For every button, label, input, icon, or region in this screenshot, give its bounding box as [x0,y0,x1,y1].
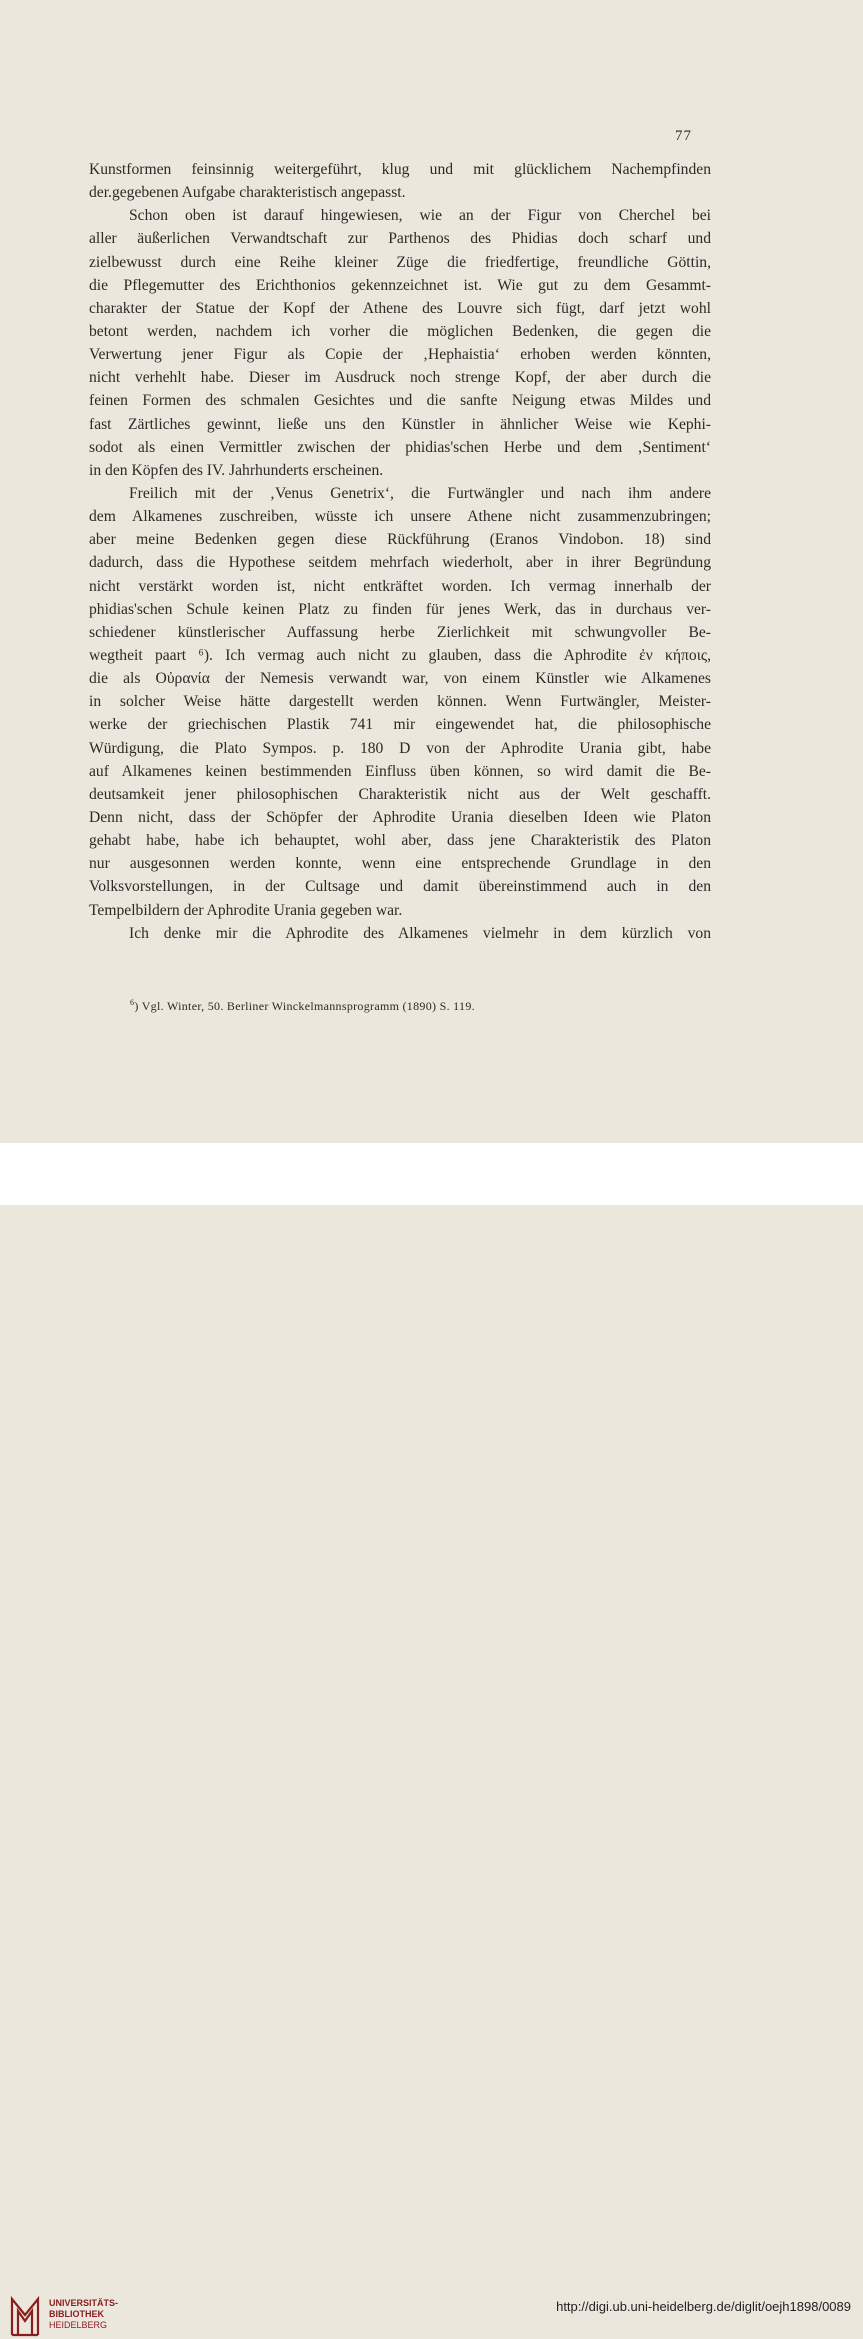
text-line: Schon oben ist darauf hingewiesen, wie an der Figur von Cherchel bei [129,207,711,225]
text-line: sodot als einen Vermittler zwischen der phidias'schen Herbe und dem ‚Sentiment‘ [89,438,711,456]
text-line: Freilich mit der ‚Venus Genetrix‘, die Furtwängler und nach ihm andere [129,484,711,502]
library-name [49,2298,118,2331]
text-line: charakter der Statue der Kopf der Athene des Louvre sich fügt, darf jetzt wohl [89,299,711,317]
library-name-line: BIBLIOTHEK [49,2309,104,2319]
text-line: dadurch, dass die Hypothese seitdem mehrfach wiederholt, aber in ihrer Begründung [89,554,711,572]
text-line: die als Οὐρανία der Nemesis verwandt war, von einem Künstler wie Alkamenes [89,670,711,688]
text-line: fast Zärtliches gewinnt, ließe uns den Künstler in ähnlicher Weise wie Kephi- [89,415,711,433]
text-line: aber meine Bedenken gegen diese Rückführung (Eranos Vindobon. 18) sind [89,531,711,549]
text-line: gehabt habe, habe ich behauptet, wohl aber, dass jene Charakteristik des Platon [89,832,711,850]
body-text [89,158,711,945]
text-line: Würdigung, die Plato Sympos. p. 180 D von der Aphrodite Urania gibt, habe [89,739,711,757]
text-line: feinen Formen des schmalen Gesichtes und die sanfte Neigung etwas Mildes und [89,392,711,410]
text-line: Volksvorstellungen, in der Cultsage und damit übereinstimmend auch in den [89,878,711,896]
text-line: der.gegebenen Aufgabe charakteristisch angepasst. [89,184,406,202]
footnote-text: ) Vgl. Winter, 50. Berliner Winckelmannsprogramm (1890) S. 119. [134,999,475,1013]
text-line: phidias'schen Schule keinen Platz zu finden für jenes Werk, das in durchaus ver- [89,600,711,618]
text-line: auf Alkamenes keinen bestimmenden Einfluss üben können, so wird damit die Be- [89,762,711,780]
text-line: aller äußerlichen Verwandtschaft zur Parthenos des Phidias doch scharf und [89,230,711,248]
text-line: nicht verstärkt worden ist, nicht entkräftet worden. Ich vermag innerhalb der [89,577,711,595]
text-line: schiedener künstlerischer Auffassung herbe Zierlichkeit mit schwungvoller Be- [89,623,711,641]
text-line: in den Köpfen des IV. Jahrhunderts erscheinen. [89,461,384,479]
page-number: 77 [675,128,692,144]
text-line: Kunstformen feinsinnig weitergeführt, klug und mit glücklichem Nachempfinden [89,161,711,178]
text-line: Tempelbildern der Aphrodite Urania gegeben war. [89,901,403,919]
university-logo-icon[interactable] [9,2295,41,2339]
text-line: Denn nicht, dass der Schöpfer der Aphrodite Urania dieselben Ideen wie Platon [89,808,711,826]
document-page [0,0,863,1143]
footnote-marker: 6 [130,998,135,1007]
text-line: betont werden, nachdem ich vorher die möglichen Bedenken, die gegen die [89,322,711,340]
text-line: deutsamkeit jener philosophischen Charakteristik nicht aus der Welt geschafft. [89,785,711,803]
source-url-link[interactable]: http://digi.ub.uni-heidelberg.de/diglit/oejh1898/0089 [556,2299,851,2314]
library-name-line: UNIVERSITÄTS- [49,2298,119,2308]
text-line: Verwertung jener Figur als Copie der ‚Hephaistia‘ erhoben werden könnten, [89,346,711,364]
text-line: zielbewusst durch eine Reihe kleiner Züge die friedfertige, freundliche Göttin, [89,253,711,271]
text-line: dem Alkamenes zuschreiben, wüsste ich unsere Athene nicht zusammenzubringen; [89,508,711,526]
text-line: nur ausgesonnen werden konnte, wenn eine entsprechende Grundlage in den [89,855,711,873]
text-line: nicht verhehlt habe. Dieser im Ausdruck noch strenge Kopf, der aber durch die [89,369,711,387]
library-name-line: HEIDELBERG [49,2320,108,2330]
text-line: die Pflegemutter des Erichthonios gekennzeichnet ist. Wie gut zu dem Gesammt- [89,276,711,294]
text-line: werke der griechischen Plastik 741 mir eingewendet hat, die philosophische [89,716,711,734]
text-line: wegtheit paart ⁶). Ich vermag auch nicht zu glauben, dass die Aphrodite ἐν κήποις, [89,646,711,664]
text-line: Ich denke mir die Aphrodite des Alkamenes vielmehr in dem kürzlich von [129,924,711,942]
text-line: in solcher Weise hätte dargestellt werden können. Wenn Furtwängler, Meister- [89,693,711,711]
footnote [130,998,475,1014]
footer-bar [0,1143,863,2330]
